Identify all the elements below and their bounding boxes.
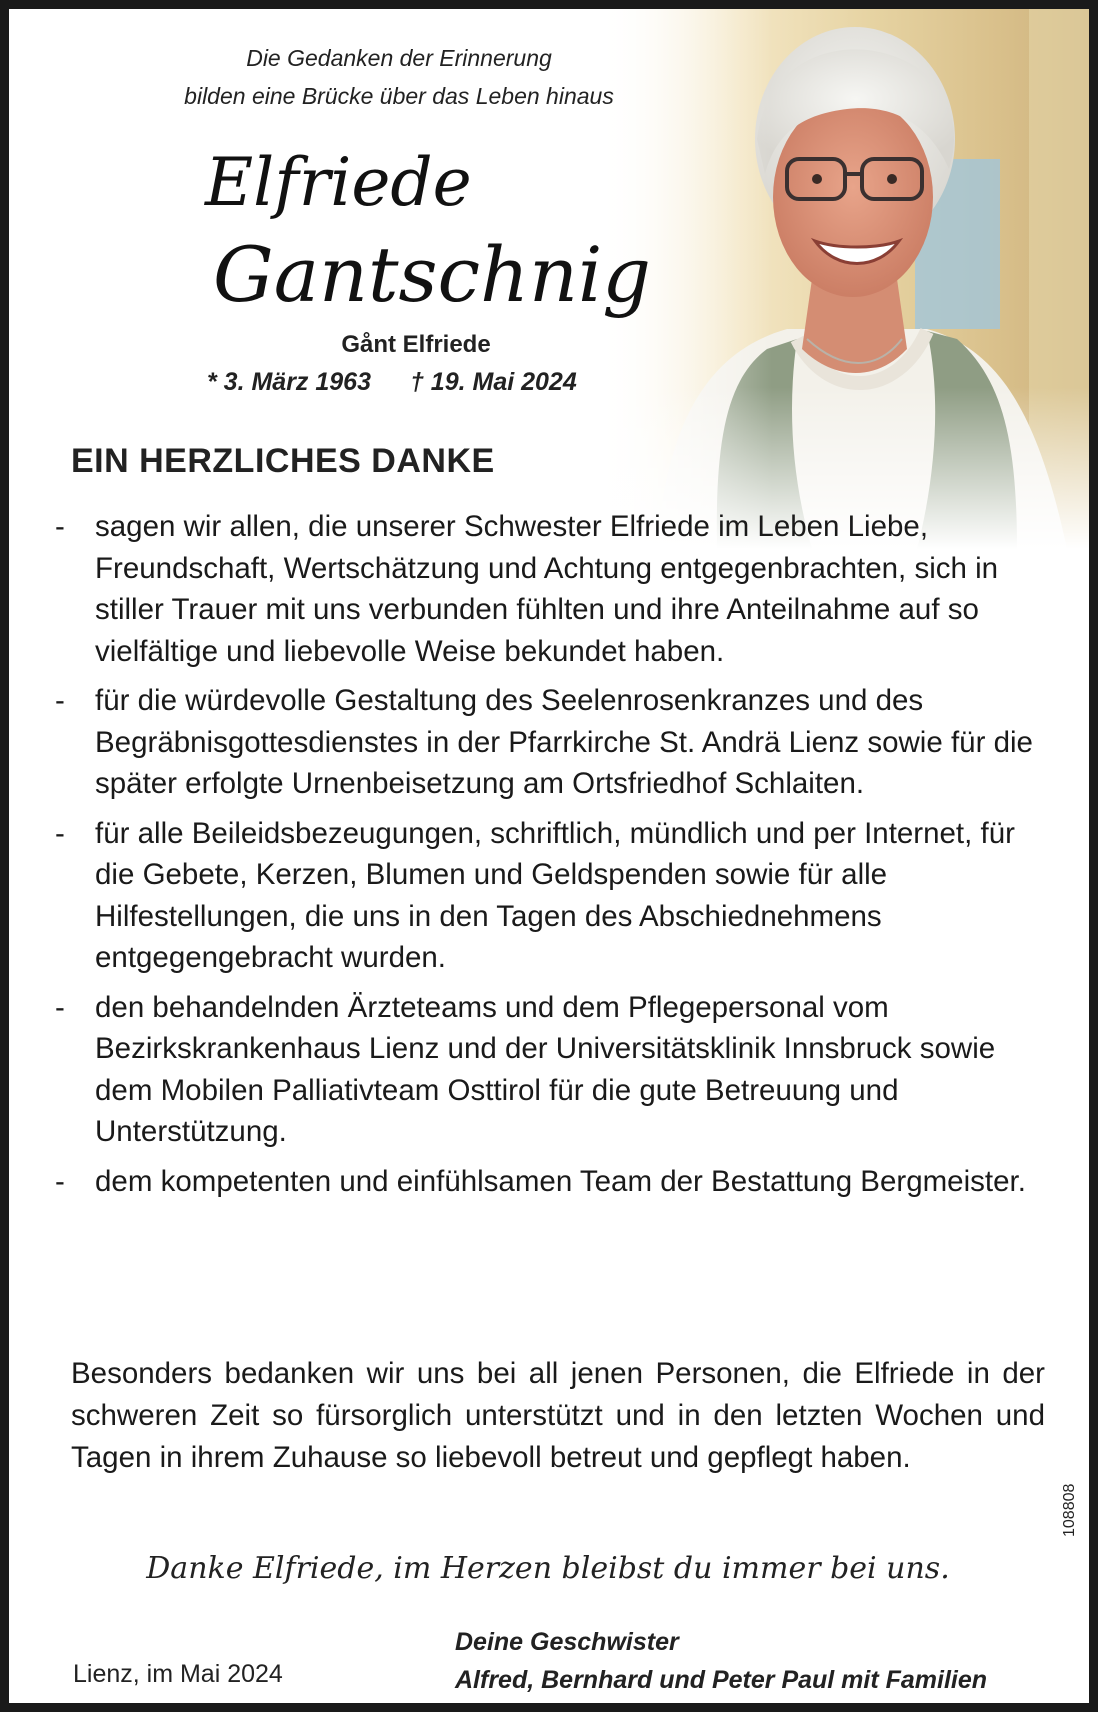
deceased-name xyxy=(205,137,651,321)
dash-bullet: - xyxy=(55,1164,65,1198)
signature-line: Deine Geschwister xyxy=(455,1628,679,1656)
list-item xyxy=(55,680,1055,805)
list-item xyxy=(55,987,1055,1153)
list-item-text: sagen wir allen, die unserer Schwester Elfriede im Leben Liebe, Freundschaft, Wertschätzung und Achtung entgegenbrachten, sich in stiller Trauer mit uns verbunden fühlten und ihre Anteilnahme auf so vielfältige und liebevolle Weise bekundet haben. xyxy=(95,510,999,668)
list-item xyxy=(55,813,1055,979)
closing-line: Danke Elfriede, im Herzen bleibst du immer bei uns. xyxy=(146,1551,950,1586)
death-date: † 19. Mai 2024 xyxy=(409,368,577,396)
list-item-text: den behandelnden Ärzteteams und dem Pflegepersonal vom Bezirkskrankenhaus Lienz und der Universitätsklinik Innsbruck sowie dem Mobilen Palliativteam Osttirol für die gute Betreuung und Unterstützung. xyxy=(95,990,996,1148)
dash-bullet: - xyxy=(55,684,65,717)
birth-date: * 3. März 1963 xyxy=(207,368,371,396)
dash-bullet: - xyxy=(55,990,65,1024)
list-item-text: für alle Beileidsbezeugungen, schriftlich, mündlich und per Internet, für die Gebete, Kerzen, Blumen und Geldspenden sowie für alle Hilfestellungen, die uns in den Tagen des Abschiednehmens entgegengebracht wurden. xyxy=(95,816,1015,974)
list-item xyxy=(55,506,1055,672)
signature xyxy=(455,1623,987,1699)
thanks-heading: EIN HERZLICHES DANKE xyxy=(71,442,495,480)
thanks-list xyxy=(55,506,1055,1210)
first-name: Elfriede xyxy=(205,144,472,221)
list-item-text: für die würdevolle Gestaltung des Seelenrosenkranzes und des Begräbnisgottesdienstes in der Pfarrkirche St. Andrä Lienz sowie für die später erfolgte Urnenbeisetzung am Ortsfriedhof Schlaiten. xyxy=(95,684,1033,800)
life-dates xyxy=(207,368,577,397)
signature-line: Alfred, Bernhard und Peter Paul mit Familien xyxy=(455,1666,988,1694)
motto xyxy=(149,39,649,115)
dash-bullet: - xyxy=(55,816,65,850)
portrait-photo xyxy=(597,9,1098,549)
list-item xyxy=(55,1161,1055,1203)
motto-line: Die Gedanken der Erinnerung xyxy=(246,45,552,71)
ad-code: 108808 xyxy=(1061,1483,1078,1537)
special-thanks-paragraph: Besonders bedanken wir uns bei all jenen Personen, die Elfriede in der schweren Zeit so fürsorglich unterstützt und in den letzten Wochen und Tagen in ihrem Zuhause so liebevoll betreut und gepflegt haben. xyxy=(71,1357,1045,1474)
nickname: Gånt Elfriede xyxy=(341,331,491,358)
list-item-text: dem kompetenten und einfühlsamen Team der Bestattung Bergmeister. xyxy=(95,1164,1026,1198)
dash-bullet: - xyxy=(55,510,65,543)
place-date: Lienz, im Mai 2024 xyxy=(73,1660,283,1688)
motto-line: bilden eine Brücke über das Leben hinaus xyxy=(184,83,614,109)
portrait-image xyxy=(597,9,1098,549)
last-name: Gantschnig xyxy=(213,230,651,319)
